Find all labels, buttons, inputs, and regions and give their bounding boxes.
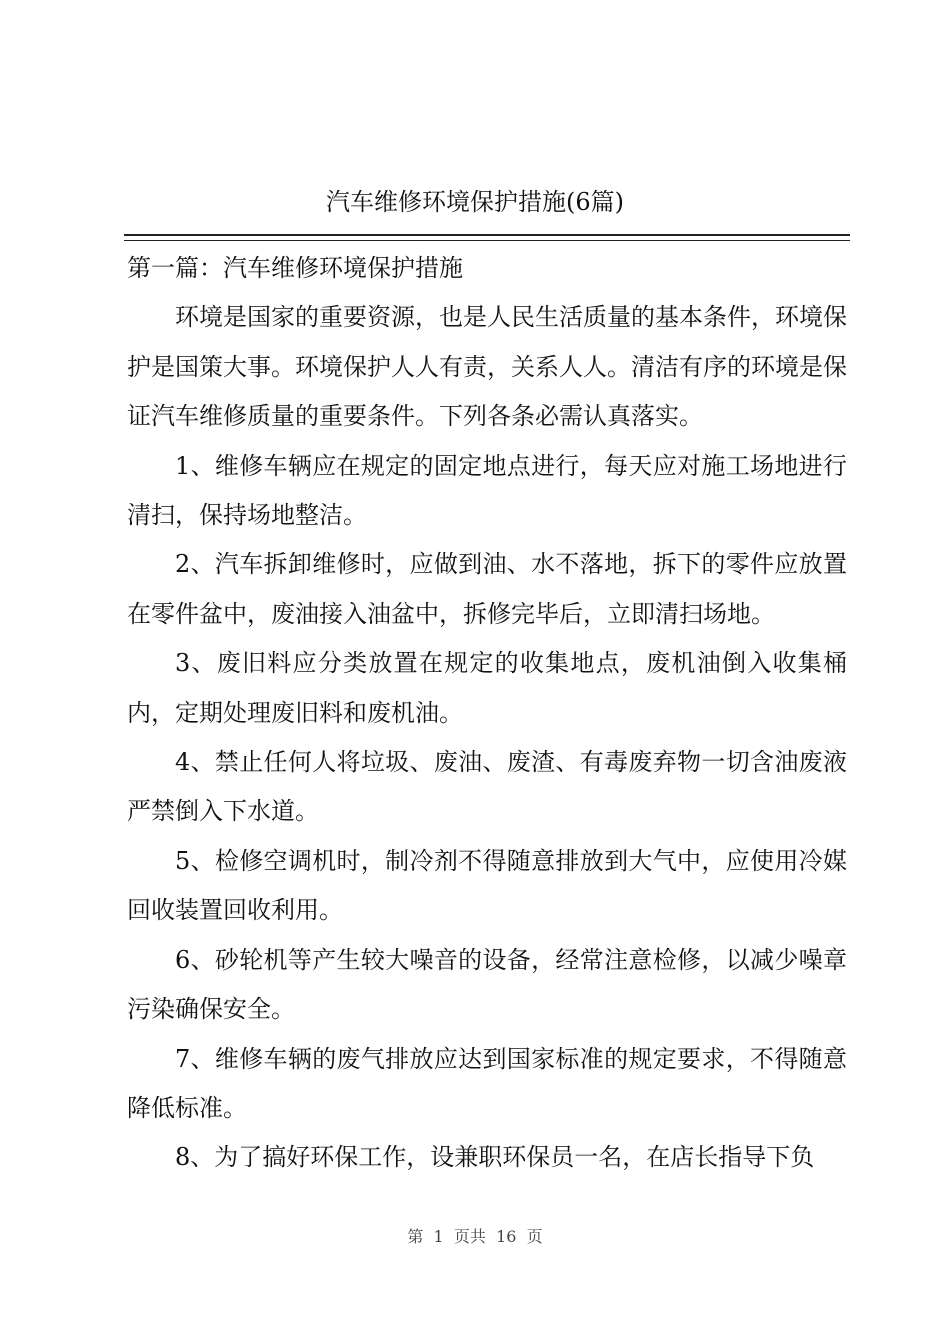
paragraph-intro: 环境是国家的重要资源，也是人民生活质量的基本条件，环境保护是国策大事。环境保护人人有责，关系人人。清洁有序的环境是保证汽车维修质量的重要条件。下列各条必需认真落实。 [127, 303, 847, 431]
section-heading: 第一篇：汽车维修环境保护措施 [127, 254, 463, 282]
paragraph-item-2: 2、汽车拆卸维修时，应做到油、水不落地，拆下的零件应放置在零件盆中，废油接入油盆中，拆修完毕后，立即清扫场地。 [127, 550, 847, 628]
paragraph-item-3: 3、废旧料应分类放置在规定的收集地点，废机油倒入收集桶内，定期处理废旧料和废机油。 [127, 649, 847, 727]
paragraph-item-8: 8、为了搞好环保工作，设兼职环保员一名，在店长指导下负 [175, 1143, 815, 1172]
document-body [127, 244, 847, 1183]
title-divider [124, 234, 850, 241]
paragraph-item-4: 4、禁止任何人将垃圾、废油、废渣、有毒废弃物一切含油废液严禁倒入下水道。 [127, 748, 847, 826]
document-title: 汽车维修环境保护措施(6篇) [326, 188, 624, 216]
paragraph-item-5: 5、检修空调机时，制冷剂不得随意排放到大气中，应使用冷媒回收装置回收利用。 [127, 846, 847, 925]
page-footer: 第 1 页共 16 页 [407, 1227, 543, 1246]
paragraph-item-7: 7、维修车辆的废气排放应达到国家标准的规定要求，不得随意降低标准。 [127, 1044, 847, 1122]
paragraph-item-1: 1、维修车辆应在规定的固定地点进行，每天应对施工场地进行清扫，保持场地整洁。 [127, 451, 847, 530]
paragraph-item-6: 6、砂轮机等产生较大噪音的设备，经常注意检修，以减少噪章污染确保安全。 [127, 945, 847, 1024]
